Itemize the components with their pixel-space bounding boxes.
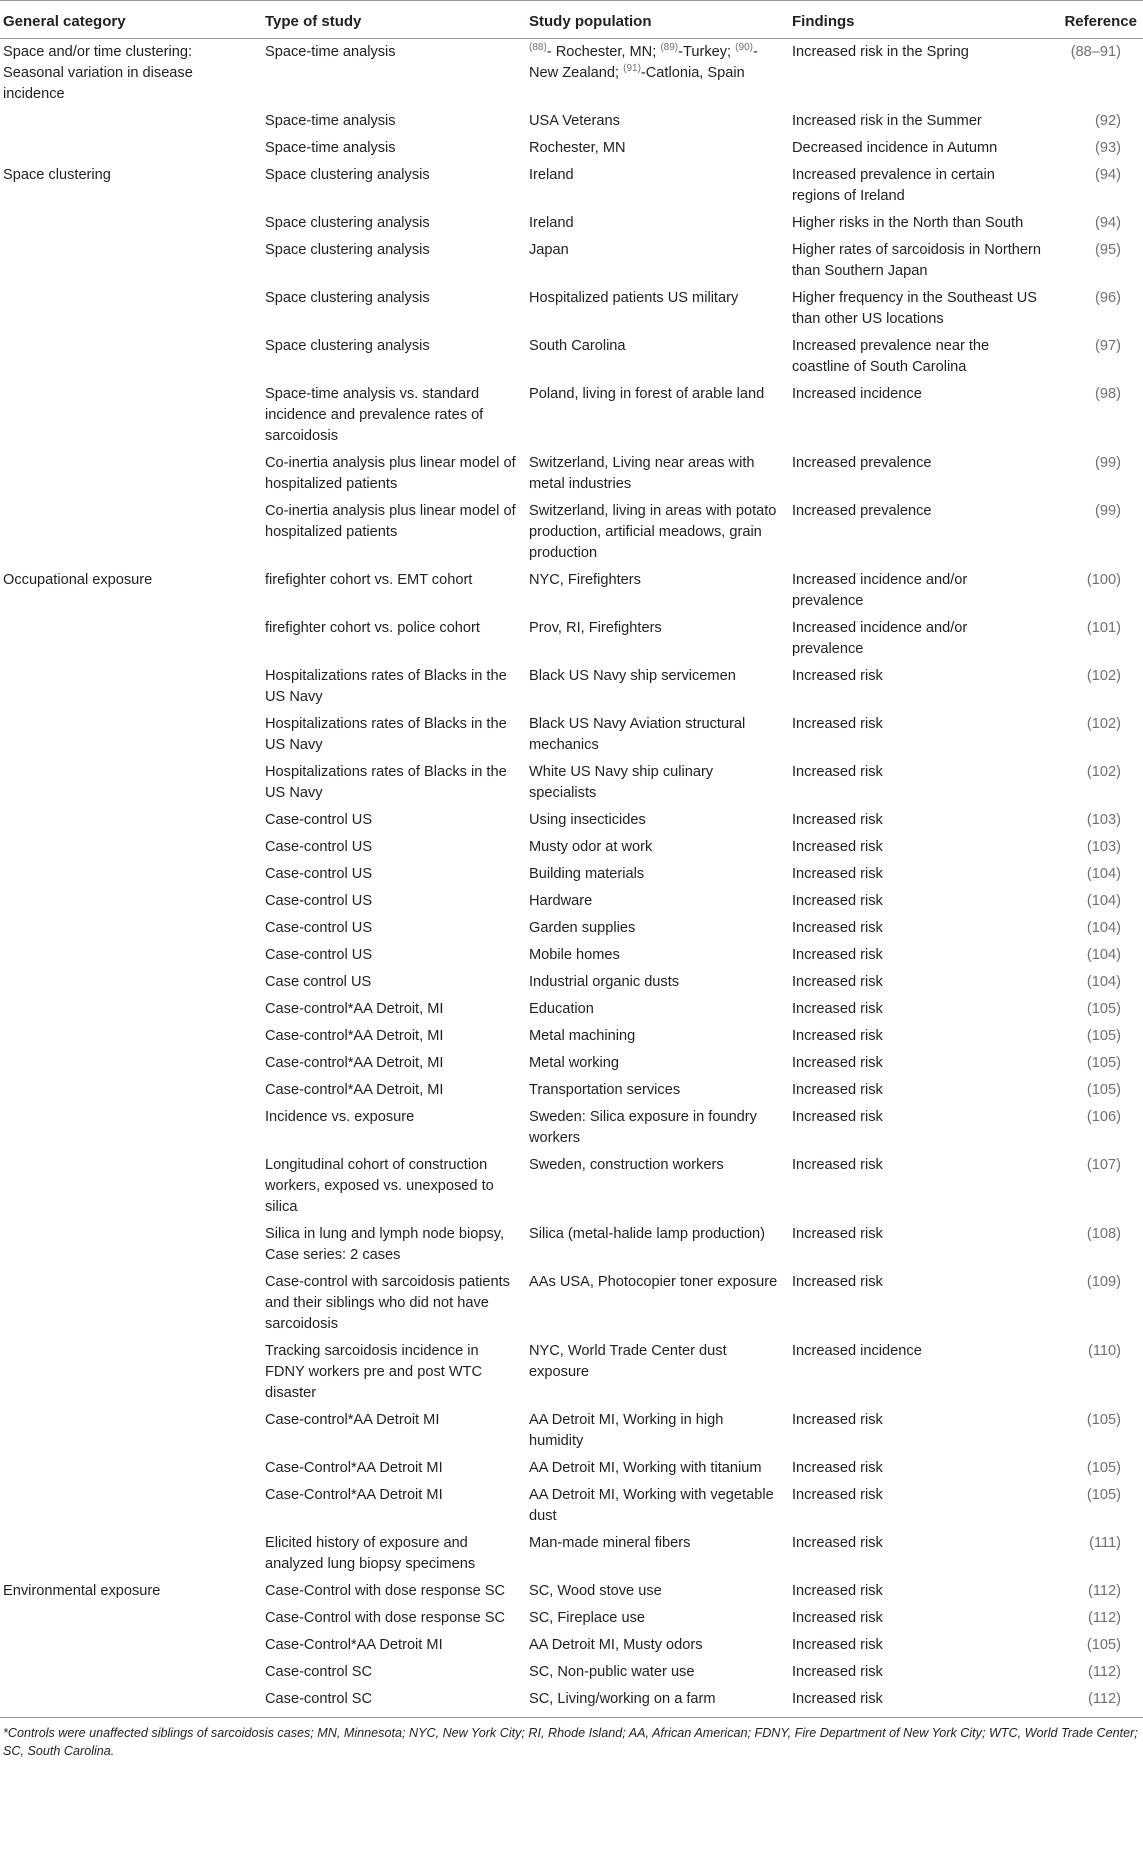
cell-reference: (112) (1088, 1583, 1121, 1599)
table-row (0, 1530, 1143, 1578)
cell-general-category (0, 1407, 262, 1455)
cell-reference: (109) (1086, 1274, 1121, 1290)
table-row (0, 861, 1143, 888)
cell-type-of-study: Case-Control*AA Detroit MI (265, 1637, 443, 1653)
cell-findings: Increased risk (792, 1274, 883, 1290)
cell-study-population: Poland, living in forest of arable land (529, 386, 765, 402)
cell-type-of-study: Space clustering analysis (265, 215, 430, 231)
cell-general-category (0, 1632, 262, 1659)
cell-reference: (101) (1086, 620, 1121, 636)
cell-reference: (95) (1095, 242, 1121, 258)
cell-reference: (105) (1086, 1028, 1121, 1044)
cell-type-of-study: Case-control*AA Detroit, MI (265, 1028, 444, 1044)
cell-reference: (107) (1086, 1157, 1121, 1173)
cell-findings: Increased prevalence (792, 503, 932, 519)
table-row (0, 108, 1143, 135)
cell-study-population: Japan (529, 242, 569, 258)
population-citation: (90) (735, 42, 753, 54)
cell-general-category (0, 663, 262, 711)
cell-type-of-study: Silica in lung and lymph node biopsy, Case series: 2 cases (265, 1226, 505, 1263)
cell-study-population: AA Detroit MI, Working with titanium (529, 1460, 762, 1476)
cell-study-population: White US Navy ship culinary specialists (529, 764, 714, 801)
table-header (0, 1, 1143, 39)
cell-general-category (0, 1482, 262, 1530)
table-row (0, 1221, 1143, 1269)
population-citation: (91) (623, 63, 641, 75)
table-row (0, 1269, 1143, 1338)
cell-type-of-study: Hospitalizations rates of Blacks in the US Navy (265, 716, 507, 753)
population-text: - Rochester, MN; (546, 44, 661, 60)
cell-type-of-study: Case-control*AA Detroit, MI (265, 1001, 444, 1017)
cell-general-category (0, 1152, 262, 1221)
cell-reference: (94) (1095, 167, 1121, 183)
cell-reference: (103) (1086, 812, 1121, 828)
cell-general-category (0, 108, 262, 135)
cell-general-category (0, 1104, 262, 1152)
cell-general-category (0, 237, 262, 285)
cell-findings: Increased risk in the Spring (792, 44, 969, 60)
population-text: -Turkey; (678, 44, 736, 60)
table-body (0, 39, 1143, 1718)
cell-general-category: Space clustering (3, 167, 111, 183)
cell-reference: (88–91) (1070, 44, 1121, 60)
cell-study-population: Education (529, 1001, 594, 1017)
cell-study-population: AA Detroit MI, Working with vegetable dust (529, 1487, 774, 1524)
cell-type-of-study: Case-Control with dose response SC (265, 1610, 506, 1626)
cell-findings: Increased risk (792, 1055, 883, 1071)
cell-reference: (97) (1095, 338, 1121, 354)
cell-study-population: Ireland (529, 167, 574, 183)
table-row (0, 942, 1143, 969)
table-footnote: *Controls were unaffected siblings of sarcoidosis cases; MN, Minnesota; NYC, New York City; RI, Rhode Island; AA, African American; FDNY, Fire Department of New York City; WTC, World Trade Center; SC, South Carolina. (0, 1717, 1143, 1760)
table-row (0, 1686, 1143, 1717)
cell-study-population: Metal working (529, 1055, 620, 1071)
cell-type-of-study: Longitudinal cohort of construction workers, exposed vs. unexposed to silica (265, 1157, 494, 1215)
cell-study-population: Silica (metal-halide lamp production) (529, 1226, 766, 1242)
cell-general-category (0, 498, 262, 567)
cell-findings: Higher risks in the North than South (792, 215, 1024, 231)
cell-type-of-study: Case-control with sarcoidosis patients and their siblings who did not have sarcoidosis (265, 1274, 510, 1332)
cell-findings: Increased risk (792, 839, 883, 855)
cell-reference: (104) (1086, 920, 1121, 936)
cell-findings: Decreased incidence in Autumn (792, 140, 998, 156)
cell-type-of-study: Case-Control with dose response SC (265, 1583, 506, 1599)
table-row (0, 210, 1143, 237)
cell-reference: (94) (1095, 215, 1121, 231)
cell-general-category (0, 1338, 262, 1407)
table-row (0, 1338, 1143, 1407)
table-row (0, 333, 1143, 381)
table-row (0, 834, 1143, 861)
cell-findings: Increased risk (792, 764, 883, 780)
cell-study-population: Switzerland, Living near areas with metal industries (529, 455, 755, 492)
cell-general-category (0, 1605, 262, 1632)
header-findings: Findings (789, 1, 1049, 39)
cell-study-population: Metal machining (529, 1028, 636, 1044)
cell-reference: (105) (1086, 1460, 1121, 1476)
cell-type-of-study: Case-Control*AA Detroit MI (265, 1460, 443, 1476)
cell-study-population: South Carolina (529, 338, 626, 354)
cell-study-population: Ireland (529, 215, 574, 231)
cell-reference: (111) (1089, 1535, 1121, 1551)
cell-type-of-study: Case-control SC (265, 1691, 373, 1707)
cell-general-category (0, 834, 262, 861)
cell-findings: Increased risk (792, 1001, 883, 1017)
cell-study-population: Sweden: Silica exposure in foundry workers (529, 1109, 757, 1146)
cell-general-category (0, 1455, 262, 1482)
table-row (0, 1659, 1143, 1686)
cell-findings: Increased risk (792, 1028, 883, 1044)
cell-type-of-study: Space clustering analysis (265, 242, 430, 258)
cell-reference: (98) (1095, 386, 1121, 402)
cell-reference: (112) (1088, 1664, 1121, 1680)
cell-general-category (0, 969, 262, 996)
cell-reference: (100) (1086, 572, 1121, 588)
cell-findings: Increased incidence and/or prevalence (792, 620, 968, 657)
cell-reference: (104) (1086, 947, 1121, 963)
cell-general-category: Environmental exposure (3, 1583, 161, 1599)
cell-study-population: Hardware (529, 893, 593, 909)
cell-study-population: Transportation services (529, 1082, 681, 1098)
cell-study-population: Mobile homes (529, 947, 620, 963)
cell-findings: Higher rates of sarcoidosis in Northern than Southern Japan (792, 242, 1042, 279)
cell-findings: Increased prevalence in certain regions of Ireland (792, 167, 995, 204)
cell-reference: (99) (1095, 503, 1121, 519)
cell-study-population: AA Detroit MI, Working in high humidity (529, 1412, 724, 1449)
cell-study-population: Building materials (529, 866, 645, 882)
table-row (0, 996, 1143, 1023)
cell-study-population: Man-made mineral fibers (529, 1535, 691, 1551)
cell-study-population: Industrial organic dusts (529, 974, 680, 990)
cell-reference: (92) (1095, 113, 1121, 129)
table-row (0, 285, 1143, 333)
table-row (0, 450, 1143, 498)
population-text: -Catlonia, Spain (640, 65, 745, 81)
cell-type-of-study: firefighter cohort vs. police cohort (265, 620, 480, 636)
cell-findings: Increased risk (792, 1226, 883, 1242)
cell-findings: Increased risk (792, 920, 883, 936)
cell-type-of-study: Elicited history of exposure and analyzed lung biopsy specimens (265, 1535, 476, 1572)
cell-general-category (0, 135, 262, 162)
table-row (0, 807, 1143, 834)
cell-study-population: SC, Fireplace use (529, 1610, 645, 1626)
cell-type-of-study: Space clustering analysis (265, 167, 430, 183)
cell-type-of-study: Case-control US (265, 839, 373, 855)
population-citation: (89) (660, 42, 679, 54)
cell-general-category (0, 1050, 262, 1077)
table-row (0, 1077, 1143, 1104)
cell-general-category (0, 1221, 262, 1269)
cell-general-category: Occupational exposure (3, 572, 153, 588)
cell-findings: Higher frequency in the Southeast US than other US locations (792, 290, 1037, 327)
cell-findings: Increased risk (792, 893, 883, 909)
cell-type-of-study: Space-time analysis (265, 140, 396, 156)
table-row (0, 1578, 1143, 1605)
cell-general-category (0, 807, 262, 834)
cell-type-of-study: Space-time analysis (265, 113, 396, 129)
table-row (0, 615, 1143, 663)
cell-study-population: Rochester, MN (529, 140, 626, 156)
table-row (0, 39, 1143, 109)
cell-findings: Increased risk (792, 866, 883, 882)
cell-general-category (0, 615, 262, 663)
cell-findings: Increased risk (792, 947, 883, 963)
cell-reference: (110) (1088, 1343, 1121, 1359)
cell-study-population: SC, Living/working on a farm (529, 1691, 716, 1707)
cell-reference: (112) (1088, 1610, 1121, 1626)
cell-study-population: AA Detroit MI, Musty odors (529, 1637, 703, 1653)
cell-type-of-study: Case-Control*AA Detroit MI (265, 1487, 443, 1503)
cell-reference: (103) (1086, 839, 1121, 855)
cell-study-population: Prov, RI, Firefighters (529, 620, 662, 636)
cell-reference: (105) (1086, 1082, 1121, 1098)
cell-study-population: Hospitalized patients US military (529, 290, 739, 306)
table-row (0, 162, 1143, 210)
cell-findings: Increased incidence (792, 386, 922, 402)
cell-type-of-study: Case-control*AA Detroit MI (265, 1412, 440, 1428)
cell-findings: Increased risk (792, 1637, 883, 1653)
population-citation: (88) (529, 42, 547, 54)
cell-reference: (105) (1086, 1412, 1121, 1428)
cell-type-of-study: Space clustering analysis (265, 290, 430, 306)
cell-type-of-study: Case-control US (265, 866, 373, 882)
cell-general-category (0, 381, 262, 450)
table-row (0, 381, 1143, 450)
cell-type-of-study: Space-time analysis vs. standard incidence and prevalence rates of sarcoidosis (265, 386, 484, 444)
cell-findings: Increased risk (792, 716, 883, 732)
cell-reference: (105) (1086, 1487, 1121, 1503)
table-row (0, 567, 1143, 615)
cell-findings: Increased risk (792, 1082, 883, 1098)
cell-reference: (104) (1086, 866, 1121, 882)
cell-type-of-study: firefighter cohort vs. EMT cohort (265, 572, 473, 588)
cell-findings: Increased risk (792, 812, 883, 828)
cell-findings: Increased incidence and/or prevalence (792, 572, 968, 609)
table-row (0, 1104, 1143, 1152)
cell-findings: Increased risk (792, 1487, 883, 1503)
cell-study-population: AAs USA, Photocopier toner exposure (529, 1274, 778, 1290)
cell-reference: (104) (1086, 893, 1121, 909)
cell-general-category (0, 861, 262, 888)
cell-findings: Increased risk (792, 1109, 883, 1125)
cell-type-of-study: Tracking sarcoidosis incidence in FDNY workers pre and post WTC disaster (265, 1343, 483, 1401)
table-row (0, 1455, 1143, 1482)
table-row (0, 888, 1143, 915)
cell-general-category (0, 915, 262, 942)
cell-general-category (0, 450, 262, 498)
cell-study-population: Garden supplies (529, 920, 636, 936)
cell-type-of-study: Co-inertia analysis plus linear model of hospitalized patients (265, 503, 516, 540)
cell-study-population: Using insecticides (529, 812, 646, 828)
cell-general-category (0, 285, 262, 333)
header-reference: Reference (1049, 1, 1143, 39)
cell-study-population: Switzerland, living in areas with potato production, artificial meadows, grain production (529, 503, 777, 561)
cell-findings: Increased risk (792, 668, 883, 684)
cell-reference: (105) (1086, 1637, 1121, 1653)
cell-reference: (102) (1086, 668, 1121, 684)
cell-type-of-study: Case-control SC (265, 1664, 373, 1680)
cell-type-of-study: Incidence vs. exposure (265, 1109, 415, 1125)
table-row (0, 1632, 1143, 1659)
cell-study-population: NYC, Firefighters (529, 572, 641, 588)
header-general-category: General category (0, 1, 262, 39)
cell-type-of-study: Case-control US (265, 920, 373, 936)
cell-type-of-study: Hospitalizations rates of Blacks in the US Navy (265, 668, 507, 705)
cell-findings: Increased risk (792, 974, 883, 990)
table-row (0, 969, 1143, 996)
table-row (0, 237, 1143, 285)
cell-reference: (102) (1086, 764, 1121, 780)
cell-type-of-study: Co-inertia analysis plus linear model of hospitalized patients (265, 455, 516, 492)
cell-study-population: Sweden, construction workers (529, 1157, 724, 1173)
cell-reference: (106) (1086, 1109, 1121, 1125)
cell-reference: (112) (1088, 1691, 1121, 1707)
cell-findings: Increased risk (792, 1157, 883, 1173)
header-type-of-study: Type of study (262, 1, 526, 39)
cell-reference: (104) (1086, 974, 1121, 990)
cell-general-category: Space and/or time clustering: Seasonal variation in disease incidence (3, 44, 193, 102)
cell-type-of-study: Case-control US (265, 893, 373, 909)
cell-study-population: SC, Non-public water use (529, 1664, 695, 1680)
cell-general-category (0, 759, 262, 807)
table-row (0, 135, 1143, 162)
cell-findings: Increased prevalence (792, 455, 932, 471)
cell-study-population: USA Veterans (529, 113, 620, 129)
cell-general-category (0, 711, 262, 759)
cell-study-population: Black US Navy Aviation structural mechanics (529, 716, 746, 753)
cell-type-of-study: Case-control*AA Detroit, MI (265, 1082, 444, 1098)
cell-findings: Increased incidence (792, 1343, 922, 1359)
population-text: -New Zealand; (529, 44, 758, 81)
cell-findings: Increased prevalence near the coastline of South Carolina (792, 338, 990, 375)
cell-general-category (0, 1269, 262, 1338)
cell-general-category (0, 1659, 262, 1686)
cell-study-population: SC, Wood stove use (529, 1583, 662, 1599)
cell-type-of-study: Hospitalizations rates of Blacks in the US Navy (265, 764, 507, 801)
table-row (0, 1023, 1143, 1050)
table-row (0, 1152, 1143, 1221)
cell-general-category (0, 996, 262, 1023)
table-row (0, 759, 1143, 807)
cell-reference: (105) (1086, 1055, 1121, 1071)
cell-findings: Increased risk (792, 1412, 883, 1428)
cell-study-population: Black US Navy ship servicemen (529, 668, 736, 684)
cell-type-of-study: Case-control US (265, 947, 373, 963)
cell-reference: (99) (1095, 455, 1121, 471)
cell-study-population: Musty odor at work (529, 839, 653, 855)
cell-general-category (0, 1686, 262, 1717)
table-row (0, 1605, 1143, 1632)
cell-reference: (108) (1086, 1226, 1121, 1242)
cell-findings: Increased risk (792, 1460, 883, 1476)
table-row (0, 1407, 1143, 1455)
cell-type-of-study: Case-control US (265, 812, 373, 828)
cell-general-category (0, 333, 262, 381)
cell-general-category (0, 888, 262, 915)
cell-general-category (0, 1077, 262, 1104)
cell-type-of-study: Space clustering analysis (265, 338, 430, 354)
table-row (0, 498, 1143, 567)
cell-reference: (102) (1086, 716, 1121, 732)
cell-type-of-study: Case-control*AA Detroit, MI (265, 1055, 444, 1071)
cell-findings: Increased risk in the Summer (792, 113, 982, 129)
cell-general-category (0, 1023, 262, 1050)
table-row (0, 711, 1143, 759)
table-row (0, 1482, 1143, 1530)
cell-reference: (96) (1095, 290, 1121, 306)
cell-type-of-study: Space-time analysis (265, 44, 396, 60)
header-study-population: Study population (526, 1, 789, 39)
table-row (0, 915, 1143, 942)
table-row (0, 1050, 1143, 1077)
cell-type-of-study: Case control US (265, 974, 372, 990)
cell-reference: (105) (1086, 1001, 1121, 1017)
cell-study-population: NYC, World Trade Center dust exposure (529, 1343, 727, 1380)
cell-study-population (526, 39, 789, 109)
cell-findings: Increased risk (792, 1535, 883, 1551)
cell-general-category (0, 210, 262, 237)
cell-findings: Increased risk (792, 1664, 883, 1680)
table-row (0, 663, 1143, 711)
cell-findings: Increased risk (792, 1691, 883, 1707)
cell-reference: (93) (1095, 140, 1121, 156)
cell-findings: Increased risk (792, 1583, 883, 1599)
cell-general-category (0, 942, 262, 969)
cell-findings: Increased risk (792, 1610, 883, 1626)
cell-general-category (0, 1530, 262, 1578)
